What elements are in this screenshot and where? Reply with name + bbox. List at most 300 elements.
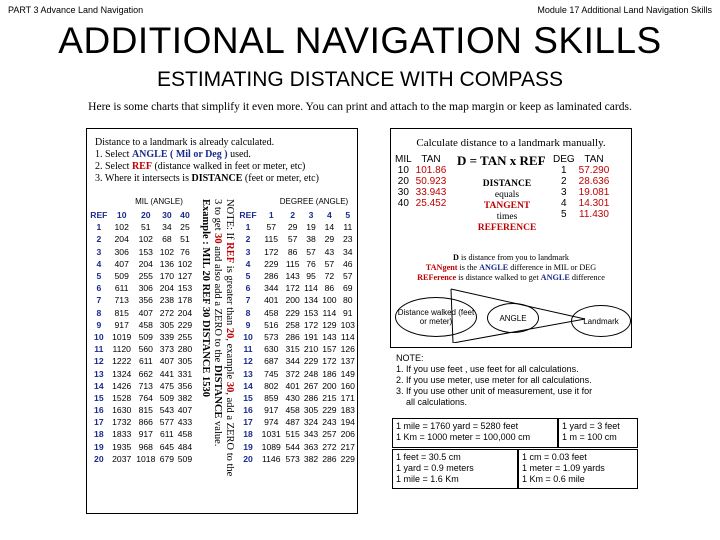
legend-tangent: TANGENT xyxy=(483,201,531,211)
table-row xyxy=(88,246,194,258)
deg-distance-cell: 153 xyxy=(303,307,319,318)
mil-distance-cell: 917 xyxy=(114,319,129,330)
deg-tan-tan-cell: 19.081 xyxy=(578,187,610,198)
conv-line: 1 Km = 0.6 mile xyxy=(522,474,585,484)
deg-distance-cell: 217 xyxy=(340,441,355,452)
mil-tan-tan-cell: 25.452 xyxy=(415,198,447,209)
mil-ref-cell: 16 xyxy=(94,405,104,416)
mil-ref-cell: 6 xyxy=(96,283,102,294)
mil-ref-cell: 5 xyxy=(96,271,102,282)
manual-calc-card xyxy=(390,128,632,348)
mil-distance-cell: 204 xyxy=(114,234,129,245)
mil-distance-cell: 102 xyxy=(114,222,129,233)
deg-distance-cell: 917 xyxy=(264,405,279,416)
deg-distance-cell: 458 xyxy=(264,307,279,318)
mil-distance-cell: 373 xyxy=(159,344,175,355)
table-row xyxy=(237,331,357,343)
deg-distance-cell: 343 xyxy=(303,429,319,440)
mil-ref-cell: 18 xyxy=(94,429,104,440)
mil-distance-cell: 407 xyxy=(138,307,153,318)
mil-distance-cell: 713 xyxy=(114,295,129,306)
deg-distance-cell: 29 xyxy=(287,222,298,233)
deg-ref-cell: 5 xyxy=(245,271,251,282)
mil-distance-cell: 204 xyxy=(159,283,175,294)
table-row xyxy=(237,270,357,282)
conv-line: 1 mile = 1760 yard = 5280 feet xyxy=(396,421,519,431)
table-row xyxy=(237,282,357,294)
conv-line: 1 feet = 30.5 cm xyxy=(396,452,461,462)
deg-col-header: 5 xyxy=(345,210,351,221)
table-row xyxy=(237,416,357,428)
mil-distance-cell: 51 xyxy=(141,222,151,233)
mil-distance-cell: 331 xyxy=(177,368,193,379)
instr-line-4: 3. Where it intersects is DISTANCE (feet or meter, etc) xyxy=(95,173,319,184)
deg-ref-cell: 17 xyxy=(243,417,253,428)
deg-distance-cell: 286 xyxy=(285,331,300,342)
deg-distance-cell: 172 xyxy=(322,356,337,367)
deg-distance-cell: 160 xyxy=(340,380,355,391)
deg-distance-cell: 229 xyxy=(303,356,319,367)
table-row xyxy=(237,294,357,306)
mil-col-header: 40 xyxy=(180,210,190,221)
mil-distance-cell: 1833 xyxy=(112,429,132,440)
deg-distance-cell: 172 xyxy=(303,319,319,330)
table-row xyxy=(237,392,357,404)
deg-distance-cell: 248 xyxy=(303,368,319,379)
def-reference: REFerence is distance walked to get ANGLE difference xyxy=(417,273,605,282)
deg-distance-cell: 23 xyxy=(343,234,353,245)
deg-distance-cell: 57 xyxy=(287,234,298,245)
table-row xyxy=(237,441,357,453)
mil-distance-cell: 76 xyxy=(180,246,190,257)
mil-distance-cell: 543 xyxy=(159,405,175,416)
deg-distance-cell: 745 xyxy=(264,368,279,379)
table-row xyxy=(237,258,357,270)
conversion-box-1 xyxy=(392,418,558,448)
deg-distance-cell: 183 xyxy=(340,405,355,416)
degree-angle-label: DEGREE (ANGLE) xyxy=(279,197,349,206)
deg-distance-cell: 315 xyxy=(285,344,300,355)
manual-title: Calculate distance to a landmark manually. xyxy=(416,137,606,149)
conv-line: 1 yard = 0.9 meters xyxy=(396,463,474,473)
mil-distance-cell: 356 xyxy=(177,380,193,391)
table-row xyxy=(551,165,611,176)
mil-tan-angle-cell: 40 xyxy=(397,198,409,209)
table-row xyxy=(393,176,448,187)
table-row xyxy=(88,258,194,270)
deg-distance-cell: 137 xyxy=(340,356,355,367)
deg-col-header: 4 xyxy=(326,210,332,221)
deg-tan-header-tan: TAN xyxy=(584,154,604,165)
mil-distance-cell: 815 xyxy=(114,307,129,318)
mil-ref-cell: 20 xyxy=(94,453,104,464)
deg-distance-cell: 186 xyxy=(322,368,337,379)
conversion-box-2 xyxy=(558,418,638,448)
deg-col-header: 1 xyxy=(268,210,274,221)
tan-formula: D = TAN x REF xyxy=(457,153,546,168)
deg-ref-cell: 15 xyxy=(243,392,253,403)
deg-distance-cell: 191 xyxy=(303,331,319,342)
mil-distance-cell: 306 xyxy=(114,246,129,257)
unit-notes xyxy=(396,353,646,408)
mil-distance-cell: 204 xyxy=(138,258,153,269)
deg-ref-cell: 11 xyxy=(243,344,253,355)
definitions xyxy=(395,253,627,283)
mil-col-header: 10 xyxy=(116,210,127,221)
mil-ref-cell: 3 xyxy=(96,246,102,257)
table-row xyxy=(237,380,357,392)
deg-distance-cell: 57 xyxy=(343,271,353,282)
table-row xyxy=(551,198,611,209)
landmark-bubble: Landmark xyxy=(571,305,631,337)
mil-distance-cell: 255 xyxy=(177,331,193,342)
mil-distance-cell: 441 xyxy=(159,368,175,379)
deg-distance-cell: 573 xyxy=(264,331,279,342)
mil-ref-cell: 15 xyxy=(94,392,104,403)
mil-ref-cell: 11 xyxy=(94,344,104,355)
mil-distance-cell: 1018 xyxy=(136,453,156,464)
deg-ref-cell: 18 xyxy=(243,429,253,440)
mil-distance-cell: 645 xyxy=(159,441,175,452)
deg-ref-cell: 3 xyxy=(245,246,251,257)
deg-distance-cell: 86 xyxy=(324,283,335,294)
deg-distance-cell: 286 xyxy=(264,271,279,282)
mil-distance-cell: 407 xyxy=(114,258,129,269)
deg-distance-cell: 38 xyxy=(306,234,316,245)
mil-distance-cell: 1528 xyxy=(112,392,132,403)
mil-distance-cell: 917 xyxy=(138,429,153,440)
mil-distance-cell: 560 xyxy=(138,344,153,355)
mil-distance-cell: 305 xyxy=(159,319,175,330)
deg-distance-cell: 134 xyxy=(303,295,319,306)
mil-distance-cell: 153 xyxy=(177,283,193,294)
mil-ref-cell: 1 xyxy=(96,222,102,233)
deg-distance-cell: 57 xyxy=(324,258,335,269)
mil-distance-cell: 484 xyxy=(177,441,193,452)
mil-distance-cell: 255 xyxy=(138,271,153,282)
table-row xyxy=(88,233,194,245)
table-row xyxy=(88,392,194,404)
deg-distance-cell: 34 xyxy=(343,246,353,257)
deg-distance-cell: 382 xyxy=(303,453,319,464)
deg-distance-cell: 114 xyxy=(322,307,337,318)
deg-ref-cell: 12 xyxy=(243,356,253,367)
mil-distance-table xyxy=(88,209,194,465)
table-row xyxy=(237,221,357,233)
deg-distance-cell: 172 xyxy=(264,246,279,257)
table-row xyxy=(237,428,357,440)
header-right: Module 17 Additional Land Navigation Skills xyxy=(537,5,712,15)
deg-distance-cell: 200 xyxy=(322,380,337,391)
table-row xyxy=(88,428,194,440)
deg-distance-cell: 103 xyxy=(340,319,355,330)
deg-distance-cell: 267 xyxy=(303,380,319,391)
conversion-box-4 xyxy=(518,449,638,489)
table-row xyxy=(551,176,611,187)
deg-ref-cell: 16 xyxy=(243,405,253,416)
deg-distance-cell: 171 xyxy=(340,392,355,403)
table-row xyxy=(237,367,357,379)
conv-line: 1 Km = 1000 meter = 100,000 cm xyxy=(396,432,531,442)
deg-distance-cell: 257 xyxy=(322,429,337,440)
table-row xyxy=(88,343,194,355)
unit-note-line: 3. If you use other unit of measurement, use it for xyxy=(396,386,593,396)
mil-distance-cell: 433 xyxy=(177,417,193,428)
mil-tan-header-mil: MIL xyxy=(395,154,412,165)
deg-ref-cell: 2 xyxy=(245,234,251,245)
deg-distance-cell: 11 xyxy=(343,222,353,233)
deg-ref-header: REF xyxy=(239,210,257,221)
mil-distance-cell: 407 xyxy=(177,405,193,416)
mil-ref-cell: 2 xyxy=(96,234,102,245)
deg-distance-cell: 229 xyxy=(322,405,337,416)
deg-distance-cell: 363 xyxy=(303,441,319,452)
conv-line: 1 meter = 1.09 yards xyxy=(522,463,605,473)
deg-ref-cell: 1 xyxy=(245,222,251,233)
deg-distance-cell: 115 xyxy=(285,258,300,269)
deg-tan-tan-cell: 11.430 xyxy=(579,209,609,220)
mil-tan-angle-cell: 20 xyxy=(397,176,409,187)
deg-distance-cell: 126 xyxy=(340,344,355,355)
mil-ref-cell: 12 xyxy=(94,356,104,367)
deg-ref-cell: 13 xyxy=(243,368,253,379)
deg-tan-table xyxy=(551,154,611,220)
mil-distance-cell: 407 xyxy=(159,356,175,367)
table-row xyxy=(88,282,194,294)
deg-col-header: 2 xyxy=(290,210,296,221)
table-row xyxy=(88,380,194,392)
deg-distance-cell: 80 xyxy=(343,295,353,306)
deg-distance-cell: 974 xyxy=(264,417,279,428)
mil-distance-cell: 229 xyxy=(177,319,193,330)
mil-ref-cell: 7 xyxy=(96,295,102,306)
deg-distance-cell: 43 xyxy=(324,246,335,257)
page-subtitle: ESTIMATING DISTANCE WITH COMPASS xyxy=(156,68,563,91)
table-row xyxy=(88,319,194,331)
mil-tan-tan-cell: 50.923 xyxy=(415,176,447,187)
deg-distance-cell: 157 xyxy=(322,344,337,355)
deg-ref-cell: 8 xyxy=(245,307,251,318)
precalculated-card xyxy=(86,128,358,514)
unit-note-line: NOTE: xyxy=(396,353,424,363)
deg-distance-cell: 372 xyxy=(285,368,300,379)
mil-distance-cell: 611 xyxy=(138,356,153,367)
conv-line: 1 mile = 1.6 Km xyxy=(396,474,459,484)
table-row xyxy=(237,307,357,319)
deg-col-header: 3 xyxy=(308,210,314,221)
deg-distance-cell: 544 xyxy=(285,441,300,452)
deg-ref-cell: 20 xyxy=(243,453,253,464)
mil-distance-cell: 509 xyxy=(159,392,175,403)
mil-tan-tan-cell: 33.943 xyxy=(415,187,447,198)
mil-distance-cell: 577 xyxy=(159,417,175,428)
mil-ref-cell: 13 xyxy=(94,368,104,379)
deg-distance-cell: 72 xyxy=(324,271,335,282)
table-row xyxy=(88,367,194,379)
card-instructions xyxy=(95,137,355,185)
mil-distance-cell: 238 xyxy=(159,295,175,306)
mil-ref-cell: 4 xyxy=(96,258,102,269)
instr-line-1: Distance to a landmark is already calculated. xyxy=(95,137,275,148)
deg-distance-cell: 344 xyxy=(285,356,300,367)
deg-ref-cell: 10 xyxy=(243,331,253,342)
mil-distance-cell: 713 xyxy=(138,380,153,391)
table-row xyxy=(88,441,194,453)
mil-distance-cell: 102 xyxy=(138,234,153,245)
mil-ref-cell: 10 xyxy=(94,331,104,342)
deg-ref-cell: 19 xyxy=(243,441,253,452)
page-title: ADDITIONAL NAVIGATION SKILLS xyxy=(58,20,662,61)
deg-distance-cell: 14 xyxy=(324,222,335,233)
table-row xyxy=(393,165,448,176)
table-row xyxy=(88,331,194,343)
mil-distance-cell: 34 xyxy=(162,222,172,233)
deg-distance-cell: 258 xyxy=(285,319,300,330)
mil-distance-cell: 1120 xyxy=(112,344,131,355)
table-row xyxy=(551,209,611,220)
mil-distance-cell: 509 xyxy=(177,453,193,464)
def-tangent: TANgent is the ANGLE difference in MIL or DEG xyxy=(425,263,597,272)
mil-distance-cell: 458 xyxy=(138,319,153,330)
mil-distance-cell: 153 xyxy=(138,246,153,257)
table-row xyxy=(237,404,357,416)
degree-distance-table xyxy=(237,209,357,465)
legend-reference: REFERENCE xyxy=(477,223,537,233)
mil-distance-cell: 611 xyxy=(160,429,174,440)
mil-distance-cell: 509 xyxy=(114,271,129,282)
mil-tan-table xyxy=(393,154,448,209)
ref-note: NOTE: If REF is greater than 20, example 30, add a ZERO to the 3 to get 30 and also add a ZERO to the DISTANCE value. Example : MIL 20 REF 30 DISTANCE 1530 xyxy=(200,199,235,477)
conversion-box-3 xyxy=(392,449,518,489)
table-row xyxy=(237,453,357,465)
deg-distance-cell: 243 xyxy=(322,417,337,428)
table-row xyxy=(237,246,357,258)
deg-tan-angle-cell: 2 xyxy=(561,176,567,187)
deg-distance-cell: 143 xyxy=(322,331,337,342)
mil-distance-cell: 475 xyxy=(159,380,175,391)
mil-distance-cell: 1222 xyxy=(112,356,132,367)
mil-ref-header: REF xyxy=(90,210,108,221)
deg-tan-tan-cell: 14.301 xyxy=(578,198,610,209)
deg-distance-cell: 401 xyxy=(285,380,300,391)
deg-distance-cell: 344 xyxy=(264,283,279,294)
mil-distance-cell: 178 xyxy=(177,295,193,306)
deg-distance-cell: 29 xyxy=(324,234,335,245)
table-row xyxy=(88,416,194,428)
deg-ref-cell: 14 xyxy=(243,380,253,391)
mil-ref-cell: 8 xyxy=(96,307,102,318)
deg-distance-cell: 630 xyxy=(264,344,279,355)
deg-distance-cell: 172 xyxy=(285,283,300,294)
mil-distance-cell: 356 xyxy=(138,295,153,306)
unit-note-line: 2. If you use meter, use meter for all calculations. xyxy=(396,375,592,385)
deg-distance-cell: 802 xyxy=(264,380,279,391)
mil-distance-cell: 662 xyxy=(138,368,153,379)
mil-distance-cell: 102 xyxy=(159,246,175,257)
deg-distance-cell: 114 xyxy=(304,283,318,294)
deg-distance-cell: 487 xyxy=(285,417,300,428)
table-row xyxy=(88,307,194,319)
mil-tan-angle-cell: 30 xyxy=(397,187,409,198)
mil-distance-cell: 1019 xyxy=(112,331,132,342)
deg-distance-cell: 76 xyxy=(306,258,316,269)
deg-distance-cell: 143 xyxy=(285,271,300,282)
mil-distance-cell: 764 xyxy=(138,392,153,403)
deg-distance-cell: 115 xyxy=(264,234,279,245)
deg-tan-angle-cell: 1 xyxy=(561,165,567,176)
deg-distance-cell: 86 xyxy=(287,246,298,257)
deg-distance-cell: 516 xyxy=(264,319,279,330)
mil-col-header: 30 xyxy=(162,210,172,221)
deg-distance-cell: 458 xyxy=(285,405,300,416)
table-row xyxy=(88,404,194,416)
mil-distance-cell: 679 xyxy=(159,453,175,464)
deg-distance-cell: 229 xyxy=(264,258,279,269)
mil-ref-cell: 19 xyxy=(94,441,104,452)
deg-distance-cell: 286 xyxy=(303,392,319,403)
deg-distance-cell: 95 xyxy=(306,271,316,282)
mil-tan-angle-cell: 10 xyxy=(397,165,409,176)
mil-distance-cell: 2037 xyxy=(112,453,132,464)
table-row xyxy=(393,187,448,198)
mil-distance-cell: 306 xyxy=(138,283,153,294)
deg-distance-cell: 91 xyxy=(343,307,353,318)
table-row xyxy=(237,233,357,245)
table-row xyxy=(237,319,357,331)
angle-bubble: ANGLE xyxy=(487,303,539,333)
mil-col-header: 20 xyxy=(141,210,151,221)
mil-distance-cell: 1935 xyxy=(112,441,132,452)
mil-distance-cell: 382 xyxy=(177,392,193,403)
deg-distance-cell: 19 xyxy=(306,222,316,233)
def-distance: D is distance from you to landmark xyxy=(453,253,569,262)
mil-distance-cell: 1324 xyxy=(112,368,132,379)
deg-tan-tan-cell: 28.636 xyxy=(578,176,610,187)
mil-distance-cell: 204 xyxy=(177,307,193,318)
mil-distance-cell: 127 xyxy=(177,271,193,282)
deg-distance-cell: 687 xyxy=(264,356,279,367)
deg-tan-angle-cell: 3 xyxy=(561,187,567,198)
table-row xyxy=(88,453,194,465)
mil-distance-cell: 170 xyxy=(159,271,175,282)
mil-ref-cell: 17 xyxy=(94,417,104,428)
mil-distance-cell: 1630 xyxy=(112,405,132,416)
deg-distance-cell: 286 xyxy=(322,453,337,464)
mil-distance-cell: 611 xyxy=(114,283,129,294)
deg-distance-cell: 194 xyxy=(340,417,355,428)
conv-line: 1 cm = 0.03 feet xyxy=(522,452,587,462)
mil-tan-header-tan: TAN xyxy=(421,154,441,165)
deg-distance-cell: 859 xyxy=(264,392,279,403)
deg-tan-angle-cell: 4 xyxy=(561,198,567,209)
mil-tan-tan-cell: 101.86 xyxy=(415,165,447,176)
deg-distance-cell: 200 xyxy=(285,295,300,306)
mil-distance-cell: 815 xyxy=(138,405,153,416)
deg-distance-cell: 515 xyxy=(285,429,300,440)
deg-ref-cell: 7 xyxy=(245,295,251,306)
conv-line: 1 m = 100 cm xyxy=(562,432,617,442)
deg-distance-cell: 272 xyxy=(322,441,337,452)
deg-distance-cell: 210 xyxy=(303,344,319,355)
mil-distance-cell: 280 xyxy=(177,344,193,355)
deg-distance-cell: 430 xyxy=(285,392,300,403)
unit-note-line: all calculations. xyxy=(396,397,468,407)
deg-distance-cell: 57 xyxy=(306,246,316,257)
mil-distance-cell: 1732 xyxy=(112,417,132,428)
table-row xyxy=(88,270,194,282)
legend-times: times xyxy=(496,212,518,222)
deg-distance-cell: 57 xyxy=(266,222,277,233)
